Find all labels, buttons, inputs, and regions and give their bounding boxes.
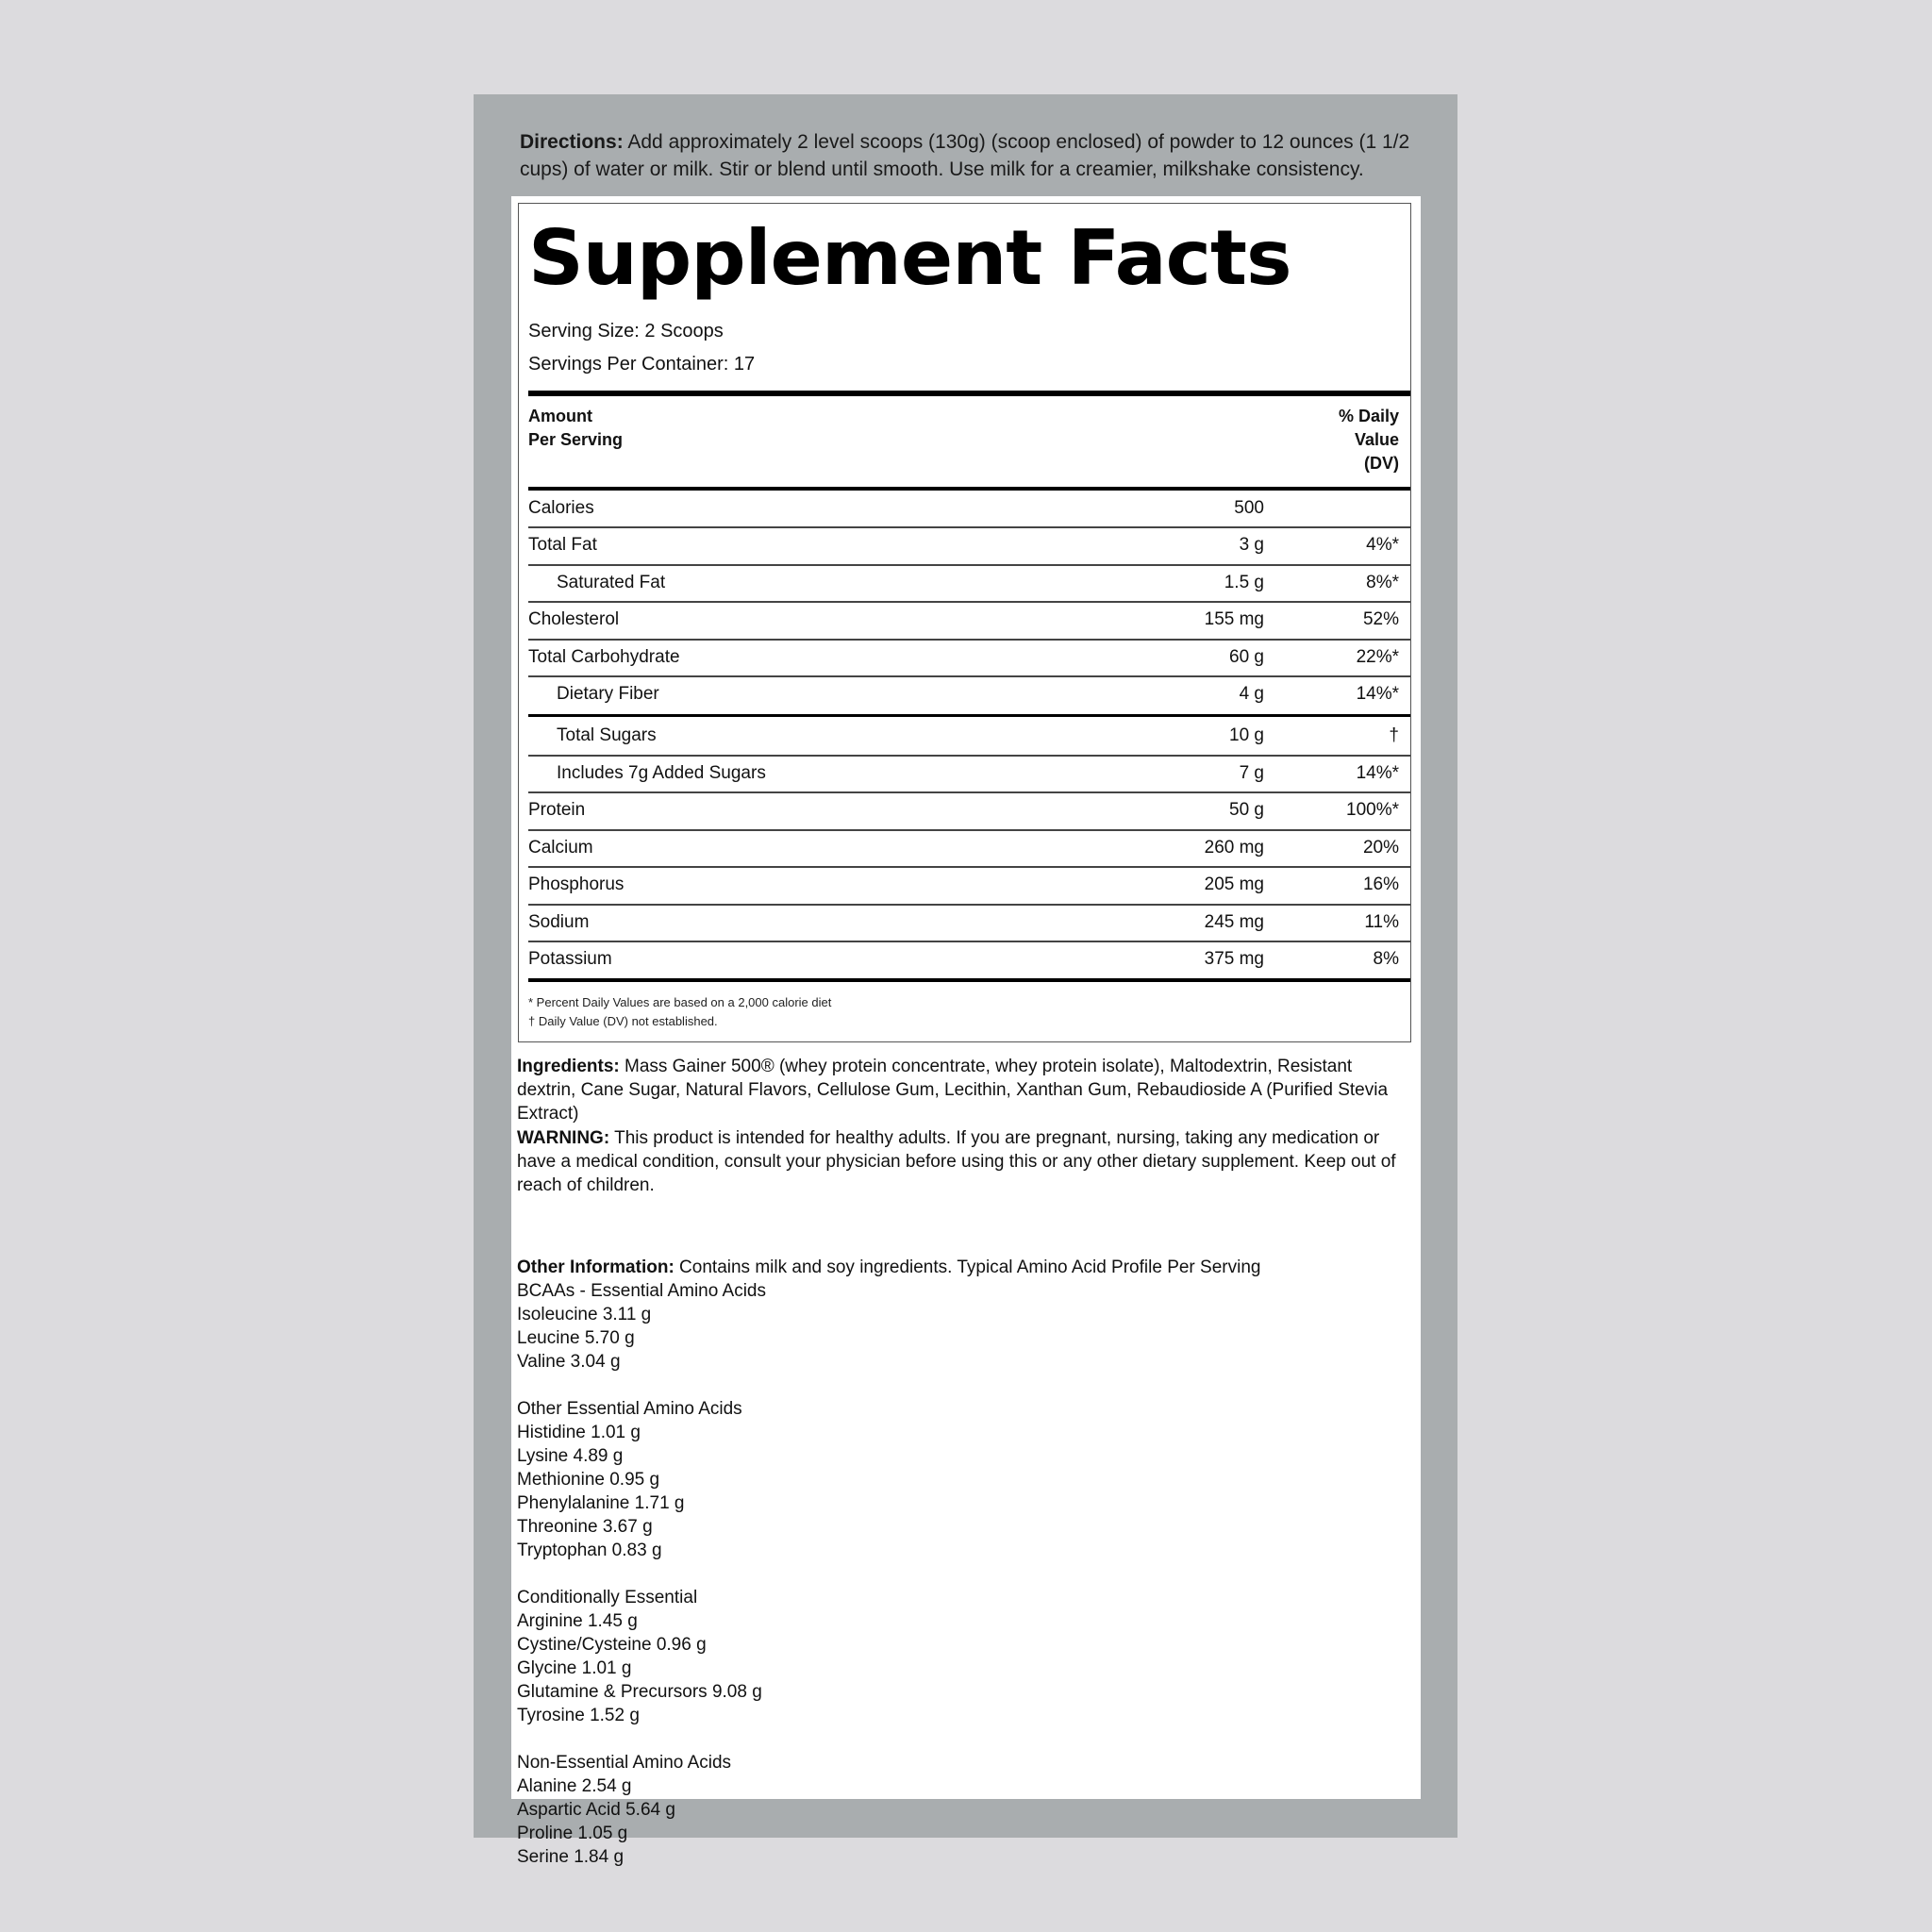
nutrient-row — [528, 756, 1410, 791]
amino-line: Tyrosine 1.52 g — [517, 1706, 640, 1725]
other-information-body: Contains milk and soy ingredients. Typical Amino Acid Profile Per Serving — [674, 1257, 1261, 1277]
header-per-serving: Per Serving — [528, 430, 624, 449]
nutrient-row — [528, 941, 1410, 977]
nutrient-name: Sodium — [528, 912, 590, 932]
ingredients-body: Mass Gainer 500® (whey protein concentrate, whey protein isolate), Maltodextrin, Resistant dextrin, Cane Sugar, Natural Flavors, Cellulose Gum, Lecithin, Xanthan Gum, Rebaudioside A (Purified Stevia Extract) — [517, 1057, 1389, 1124]
nutrient-amount: 60 g — [1229, 647, 1264, 667]
directions-body: Add approximately 2 level scoops (130g) (scoop enclosed) of powder to 12 ounces (1 1/2 cups) of water or milk. Stir or blend until smooth. Use milk for a creamier, milkshake consistency. — [520, 131, 1410, 180]
nutrient-dv: † — [1389, 725, 1399, 745]
daily-value-header — [1339, 405, 1399, 475]
nutrient-row — [528, 905, 1410, 941]
nutrient-name: Phosphorus — [528, 874, 625, 894]
nutrient-dv: 4%* — [1366, 535, 1399, 555]
amino-line: Conditionally Essential — [517, 1588, 698, 1607]
nutrient-amount: 155 mg — [1204, 609, 1264, 629]
nutrient-amount: 1.5 g — [1224, 573, 1264, 592]
nutrient-dv: 100%* — [1346, 800, 1399, 820]
nutrient-row — [528, 565, 1410, 601]
footnote-dv-not-established: † Daily Value (DV) not established. — [528, 1014, 718, 1028]
amino-line: BCAAs - Essential Amino Acids — [517, 1281, 766, 1301]
nutrient-name: Calories — [528, 498, 594, 518]
nutrient-dv: 14%* — [1356, 763, 1399, 783]
other-information-text — [517, 1256, 1413, 1279]
directions-label: Directions: — [520, 131, 624, 153]
amino-line — [517, 1562, 1083, 1586]
amount-per-serving-header — [528, 405, 623, 452]
amino-line: Tryptophan 0.83 g — [517, 1541, 662, 1560]
amino-line: Other Essential Amino Acids — [517, 1399, 742, 1419]
nutrient-row — [528, 867, 1410, 903]
servings-per-container: Servings Per Container: 17 — [528, 354, 756, 375]
nutrient-amount: 260 mg — [1204, 838, 1264, 858]
nutrient-amount: 10 g — [1229, 725, 1264, 745]
warning-body: This product is intended for healthy adults. If you are pregnant, nursing, taking any medication or have a medical condition, consult your physician before using this or any other dietary supplement. Keep out of reach of children. — [517, 1128, 1396, 1195]
header-amount: Amount — [528, 407, 592, 425]
nutrient-amount: 7 g — [1239, 763, 1264, 783]
amino-line: Phenylalanine 1.71 g — [517, 1493, 685, 1513]
nutrient-name: Includes 7g Added Sugars — [557, 763, 766, 783]
amino-line: Serine 1.84 g — [517, 1847, 625, 1867]
amino-line: Aspartic Acid 5.64 g — [517, 1800, 675, 1820]
amino-line: Histidine 1.01 g — [517, 1423, 641, 1442]
amino-acid-profile — [517, 1279, 1083, 1869]
warning-text — [517, 1126, 1413, 1197]
amino-line: Arginine 1.45 g — [517, 1611, 638, 1631]
facts-title: Supplement Facts — [528, 214, 1291, 302]
supplement-facts-box — [518, 203, 1411, 1042]
nutrient-dv: 11% — [1364, 912, 1399, 932]
amino-line — [517, 1374, 1083, 1397]
nutrient-row — [528, 491, 1410, 526]
nutrient-name: Dietary Fiber — [557, 684, 659, 704]
nutrient-amount: 500 — [1234, 498, 1264, 518]
ingredients-label: Ingredients: — [517, 1057, 620, 1076]
nutrient-amount: 245 mg — [1204, 912, 1264, 932]
nutrient-amount: 375 mg — [1204, 949, 1264, 969]
amino-line: Isoleucine 3.11 g — [517, 1305, 652, 1324]
header-daily: % Daily — [1338, 407, 1399, 425]
header-value: Value — [1354, 430, 1399, 449]
nutrient-dv: 14%* — [1356, 684, 1399, 704]
nutrient-dv: 8%* — [1366, 573, 1399, 592]
amino-line: Cystine/Cysteine 0.96 g — [517, 1635, 707, 1655]
divider-sugars — [528, 714, 1410, 717]
nutrient-name: Potassium — [528, 949, 612, 969]
nutrient-row — [528, 830, 1410, 866]
header-dv: (DV) — [1364, 454, 1399, 473]
nutrient-dv: 16% — [1362, 874, 1399, 894]
ingredients-text — [517, 1055, 1413, 1125]
nutrient-name: Calcium — [528, 838, 593, 858]
amino-line: Alanine 2.54 g — [517, 1776, 632, 1796]
nutrient-row — [528, 640, 1410, 675]
serving-size: Serving Size: 2 Scoops — [528, 321, 724, 341]
nutrient-row — [528, 602, 1410, 638]
amino-line: Leucine 5.70 g — [517, 1328, 635, 1348]
amino-line: Proline 1.05 g — [517, 1824, 628, 1843]
amino-line: Threonine 3.67 g — [517, 1517, 653, 1537]
nutrient-dv: 20% — [1362, 838, 1399, 858]
amino-line: Glycine 1.01 g — [517, 1658, 632, 1678]
nutrient-dv: 52% — [1362, 609, 1399, 629]
nutrient-amount: 4 g — [1239, 684, 1264, 704]
amino-line — [517, 1727, 1083, 1751]
nutrient-amount: 3 g — [1239, 535, 1264, 555]
amino-line: Glutamine & Precursors 9.08 g — [517, 1682, 762, 1702]
nutrient-dv: 8% — [1373, 949, 1399, 969]
nutrient-row — [528, 676, 1410, 712]
divider-thick — [528, 391, 1410, 396]
nutrient-name: Total Sugars — [557, 725, 657, 745]
amino-line: Valine 3.04 g — [517, 1352, 621, 1372]
other-information-label: Other Information: — [517, 1257, 675, 1277]
amino-line: Methionine 0.95 g — [517, 1470, 660, 1490]
nutrient-name: Saturated Fat — [557, 573, 666, 592]
amino-line: Lysine 4.89 g — [517, 1446, 624, 1466]
divider-bottom — [528, 978, 1410, 982]
nutrient-name: Cholesterol — [528, 609, 620, 629]
nutrient-amount: 50 g — [1229, 800, 1264, 820]
nutrient-name: Total Fat — [528, 535, 597, 555]
nutrient-row — [528, 792, 1410, 828]
nutrient-name: Protein — [528, 800, 586, 820]
label-card — [511, 196, 1421, 1867]
nutrient-name: Total Carbohydrate — [528, 647, 680, 667]
nutrient-dv: 22%* — [1356, 647, 1399, 667]
nutrient-amount: 205 mg — [1204, 874, 1264, 894]
amino-line: Non-Essential Amino Acids — [517, 1753, 732, 1773]
nutrient-row — [528, 527, 1410, 563]
warning-label: WARNING: — [517, 1128, 610, 1148]
label-panel — [474, 94, 1457, 1867]
nutrient-row — [528, 718, 1410, 754]
directions-text — [520, 128, 1416, 183]
footnote-dv-basis: * Percent Daily Values are based on a 2,000 calorie diet — [528, 995, 832, 1009]
